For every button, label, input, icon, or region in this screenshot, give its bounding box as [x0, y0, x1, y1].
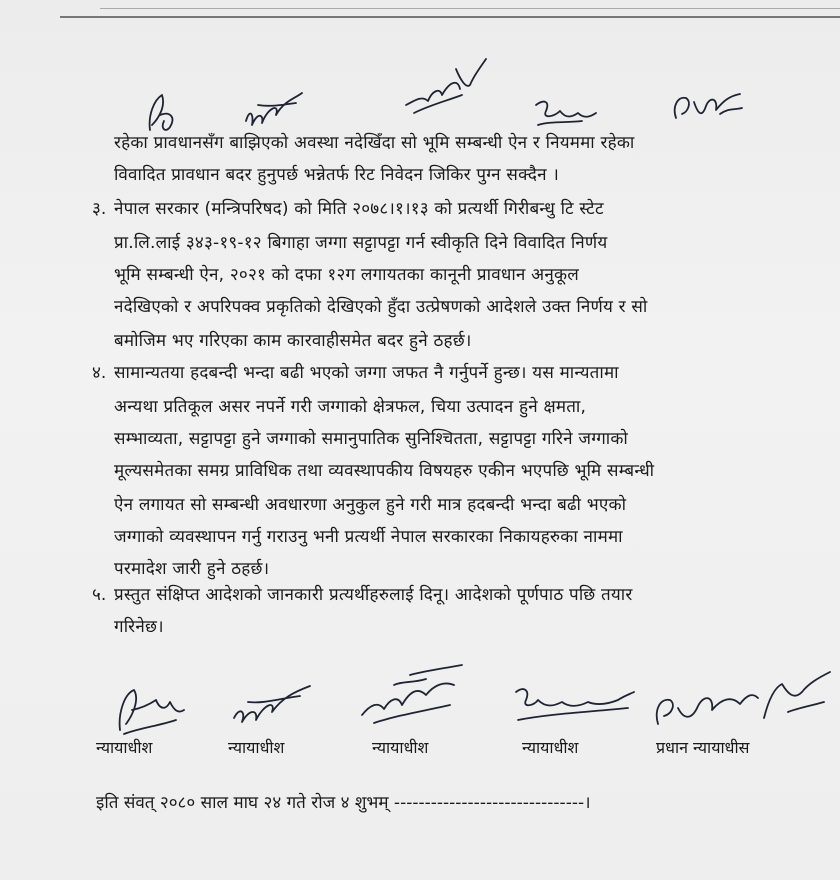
initial-signature-3 [400, 55, 490, 125]
body-text-line: गरिनेछ। [114, 617, 164, 637]
chief-justice-signature [648, 668, 838, 738]
judge-signature-1 [110, 680, 190, 740]
item-number: ४. [92, 363, 107, 383]
judge-signature-2 [228, 680, 318, 730]
body-text-line: ऐन लगायत सो सम्बन्धी अवधारणा अनुकुल हुने गरी मात्र हदबन्दी भन्दा बढी भएको [114, 495, 627, 515]
signature-label: न्यायाधीश [228, 738, 285, 757]
body-text-line: विवादित प्रावधान बदर हुनुपर्छ भन्नेतर्फ रिट निवेदन जिकिर पुग्न सक्दैन । [114, 165, 560, 185]
initial-signature-5 [668, 88, 748, 128]
body-text-line: नदेखिएको र अपरिपक्व प्रकृतिको देखिएको हुँदा उत्प्रेषणको आदेशले उक्त निर्णय र सो [114, 297, 648, 317]
signature-label: न्यायाधीश [372, 738, 429, 757]
item-number: ५. [92, 585, 107, 605]
body-text-line: नेपाल सरकार (मन्त्रिपरिषद) को मिति २०७८।१।१३ को प्रत्यर्थी गिरीबन्धु टि स्टेट [114, 199, 604, 219]
body-text-line: प्रस्तुत संक्षिप्त आदेशको जानकारी प्रत्यर्थीहरुलाई दिनू। आदेशको पूर्णपाठ पछि तयार [114, 585, 633, 605]
body-text-line: बमोजिम भए गरिएका काम कारवाहीसमेत बदर हुने ठहर्छ। [114, 331, 472, 351]
body-text-line: अन्यथा प्रतिकूल असर नपर्ने गरी जग्गाको क्षेत्रफल, चिया उत्पादन हुने क्षमता, [114, 397, 587, 417]
body-text-line: सामान्यतया हदबन्दी भन्दा बढी भएको जग्गा जफत नै गर्नुपर्ने हुन्छ। यस मान्यतामा [114, 363, 619, 383]
closing-date-line: इति संवत् २०८० साल माघ २४ गते रोज ४ शुभम् -------------------------------। [96, 793, 591, 813]
top-border-line [60, 16, 840, 18]
signature-label: न्यायाधीश [96, 738, 153, 757]
item-number: ३. [92, 199, 107, 219]
initial-signature-4 [530, 95, 600, 135]
body-text-line: भूमि सम्बन्धी ऐन, २०२१ को दफा १२ग लगायतका कानूनी प्रावधान अनुकूल [114, 265, 579, 285]
body-text-line: रहेका प्रावधानसँग बाझिएको अवस्था नदेखिँदा सो भूमि सम्बन्धी ऐन र नियममा रहेका [114, 133, 635, 153]
body-text-line: प्रा.लि.लाई ३४३-१९-१२ बिगाहा जग्गा सट्टापट्टा गर्न स्वीकृति दिने विवादित निर्णय [114, 233, 608, 253]
signature-label: प्रधान न्यायाधीस [656, 738, 750, 757]
initial-signature-2 [240, 85, 310, 135]
body-text-line: जग्गाको व्यवस्थापन गर्नु गराउनु भनी प्रत्यर्थी नेपाल सरकारका निकायहरुका नाममा [114, 527, 623, 547]
body-text-line: सम्भाव्यता, सट्टापट्टा हुने जग्गाको समानुपातिक सुनिश्चितता, सट्टापट्टा गरिने जग्गाको [114, 429, 629, 449]
judge-signature-4 [508, 680, 638, 730]
body-text-line: परमादेश जारी हुने ठहर्छ। [114, 559, 270, 579]
judge-signature-3 [354, 655, 474, 735]
signature-label: न्यायाधीश [522, 738, 579, 757]
body-text-line: मूल्यसमेतका समग्र प्राविधिक तथा व्यवस्थापकीय विषयहरु एकीन भएपछि भूमि सम्बन्धी [114, 461, 655, 481]
top-border-line-thin [100, 8, 840, 9]
